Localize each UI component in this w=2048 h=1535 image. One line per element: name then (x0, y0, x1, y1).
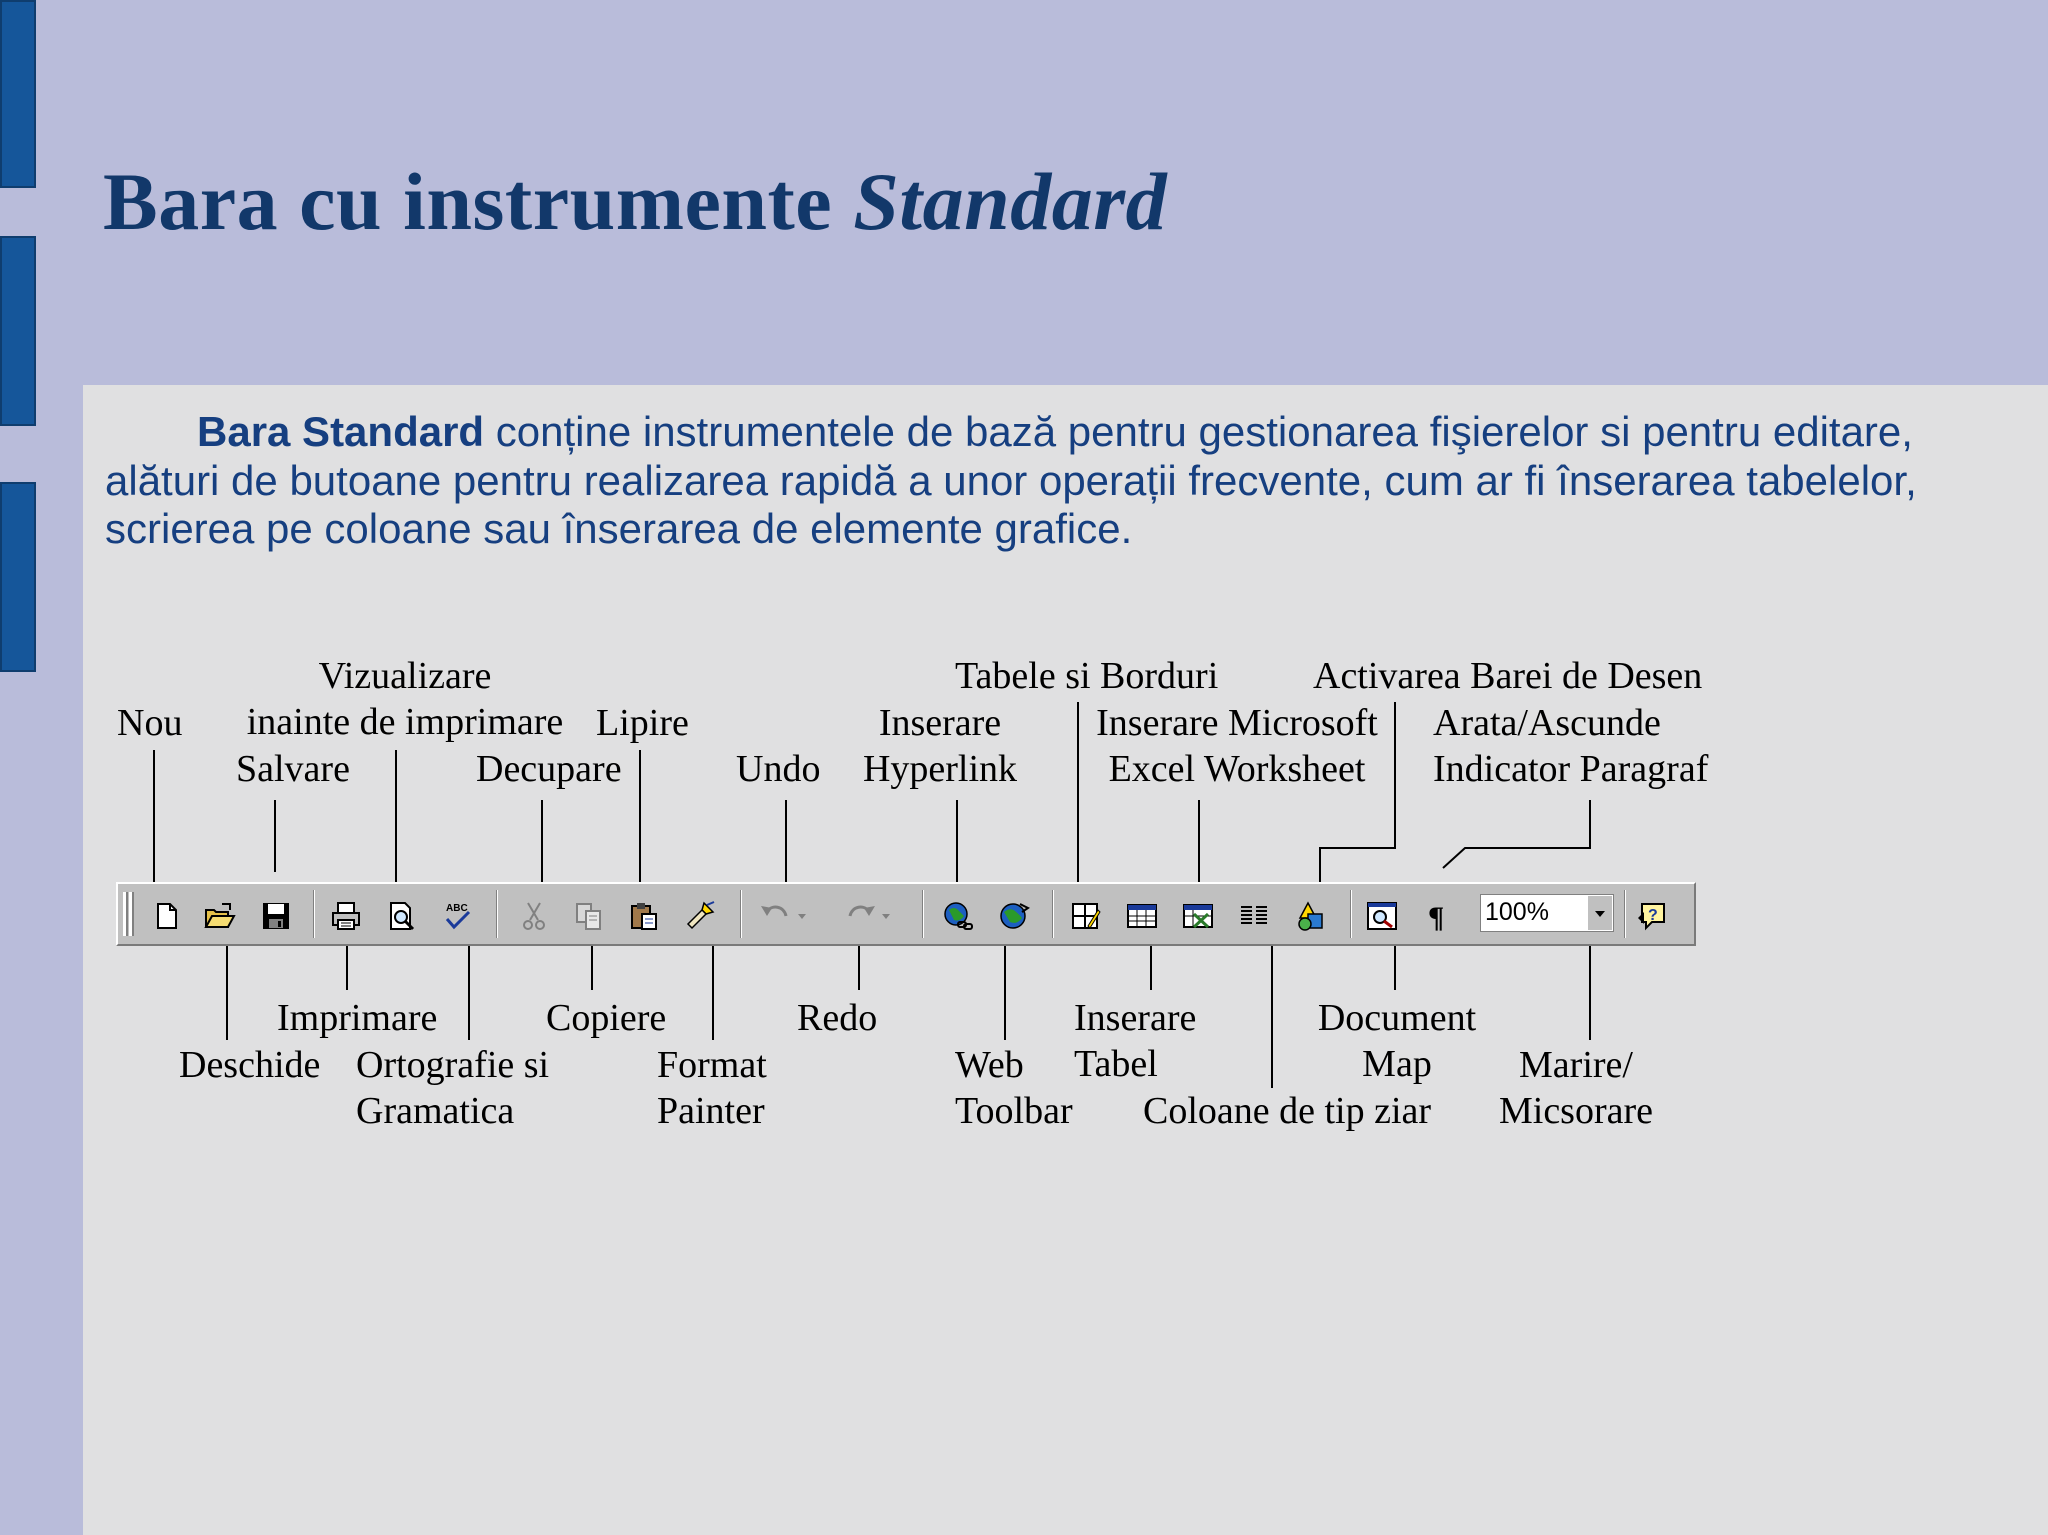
excel-worksheet-icon[interactable] (1182, 900, 1214, 932)
drawing-icon[interactable] (1294, 900, 1326, 932)
cut-scissors-icon[interactable] (518, 900, 550, 932)
document-map-icon[interactable] (1366, 900, 1398, 932)
columns-icon[interactable] (1238, 900, 1270, 932)
undo-icon[interactable] (758, 900, 810, 932)
open-folder-icon[interactable] (204, 900, 236, 932)
content-panel (83, 385, 2048, 1535)
label-document-map: Document Map (1317, 997, 1477, 1085)
copy-icon[interactable] (573, 900, 605, 932)
label-paragraf: Arata/Ascunde Indicator Paragraf (1433, 702, 1709, 790)
spelling-check-icon[interactable] (442, 900, 474, 932)
side-bar-top (0, 0, 36, 188)
toolbar-separator (496, 890, 498, 938)
print-icon[interactable] (330, 900, 362, 932)
svg-text:?: ? (1648, 907, 1658, 924)
label-format-painter: Format Painter (657, 1044, 767, 1132)
label-undo: Undo (736, 748, 821, 790)
label-lipire: Lipire (596, 702, 689, 744)
label-copiere: Copiere (546, 997, 667, 1039)
label-desen: Activarea Barei de Desen (1313, 655, 1703, 697)
label-decupare: Decupare (476, 748, 622, 790)
save-disk-icon[interactable] (260, 900, 292, 932)
standard-toolbar (116, 882, 1696, 946)
label-vizualizare: Vizualizare inainte de imprimare (246, 655, 564, 743)
label-redo: Redo (797, 997, 878, 1039)
label-coloane: Coloane de tip ziar (1143, 1090, 1432, 1132)
label-excel-worksheet: Inserare Microsoft Excel Worksheet (1096, 702, 1378, 790)
hyperlink-globe-icon[interactable] (942, 900, 974, 932)
svg-text:ABC: ABC (446, 903, 468, 914)
toolbar-grip[interactable] (123, 892, 128, 936)
chevron-down-icon[interactable] (1587, 896, 1612, 930)
label-tabele-borduri: Tabele si Borduri (955, 655, 1219, 697)
description-text (105, 408, 2005, 554)
tables-borders-icon[interactable] (1070, 900, 1102, 932)
description-rest: conține instrumentele de bază pentru gestionarea fişierelor si pentru editare, alături de butoane pentru realizarea rapidă a unor operații frecvente, cum ar fi înserarea tabelelor, scrierea pe coloane sau înserarea de elemente grafice. (105, 408, 1917, 552)
toolbar-separator (1624, 890, 1626, 938)
toolbar-separator (740, 890, 742, 938)
label-inserare-tabel: Inserare Tabel (1074, 997, 1197, 1085)
toolbar-separator (1350, 890, 1352, 938)
label-nou: Nou (117, 702, 183, 744)
svg-text:¶: ¶ (1428, 901, 1445, 932)
print-preview-icon[interactable] (386, 900, 418, 932)
title-italic: Standard (853, 156, 1168, 247)
paste-icon[interactable] (628, 900, 660, 932)
description-bold: Bara Standard (197, 408, 485, 455)
label-web-toolbar: Web Toolbar (955, 1044, 1073, 1132)
redo-icon[interactable] (842, 900, 894, 932)
insert-table-icon[interactable] (1126, 900, 1158, 932)
toolbar-grip-2 (129, 892, 134, 936)
toolbar-separator (922, 890, 924, 938)
title-plain: Bara cu instrumente (103, 156, 854, 247)
toolbar-separator (1052, 890, 1054, 938)
new-document-icon[interactable] (150, 900, 182, 932)
side-bar-bottom (0, 482, 36, 672)
pilcrow-icon[interactable] (1422, 900, 1454, 932)
side-bar-middle (0, 236, 36, 426)
zoom-select[interactable] (1480, 894, 1614, 932)
page-title (103, 155, 1167, 249)
label-inserare-hyperlink: Inserare Hyperlink (862, 702, 1018, 790)
help-icon[interactable] (1636, 900, 1668, 932)
toolbar-separator (313, 890, 315, 938)
format-painter-icon[interactable] (684, 900, 716, 932)
label-ortografie: Ortografie si Gramatica (356, 1044, 550, 1132)
label-deschide: Deschide (179, 1044, 321, 1086)
zoom-value: 100% (1485, 898, 1549, 926)
label-imprimare: Imprimare (277, 997, 438, 1039)
label-marire-micsorare: Marire/ Micsorare (1498, 1044, 1654, 1132)
label-salvare: Salvare (236, 748, 350, 790)
web-toolbar-globe-icon[interactable] (998, 900, 1030, 932)
